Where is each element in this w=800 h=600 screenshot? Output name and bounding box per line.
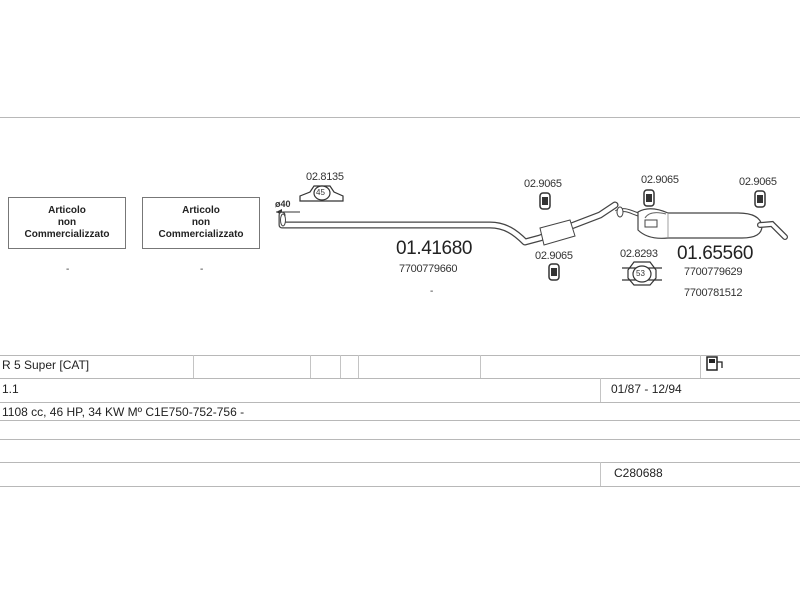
hanger-icon	[540, 193, 550, 209]
part-code: 02.9065	[524, 178, 562, 190]
part-code: 02.8293	[620, 248, 658, 260]
reference-code: C280688	[614, 466, 663, 480]
not-sold-line2: non	[57, 217, 77, 228]
engine-spec: 1108 cc, 46 HP, 34 KW Mº C1E750-752-756 -	[2, 405, 245, 419]
not-sold-dot-1: -	[66, 264, 70, 275]
diameter-label: ø40	[275, 199, 291, 209]
front-pipe-dot: -	[430, 286, 434, 297]
part-code: 02.9065	[739, 176, 777, 188]
engine-size: 1.1	[2, 382, 19, 396]
production-dates: 01/87 - 12/94	[611, 382, 682, 396]
fuel-pump-icon	[707, 357, 722, 370]
vehicle-model: R 5 Super [CAT]	[2, 358, 90, 372]
hanger-icon	[644, 190, 654, 206]
not-sold-line1: Articolo	[48, 205, 86, 216]
rear-silencer-oem: 7700779629	[684, 266, 743, 278]
hanger-icon	[549, 264, 559, 280]
clamp-badge: 45	[316, 188, 325, 197]
rear-silencer-icon	[616, 207, 785, 238]
rear-silencer-code: 01.65560	[677, 243, 754, 264]
not-sold-dot-2: -	[200, 264, 204, 275]
part-code: 02.8135	[306, 171, 344, 183]
part-code: 02.9065	[641, 174, 679, 186]
not-sold-line3: Commercializzato	[158, 229, 244, 240]
not-sold-line3: Commercializzato	[24, 229, 110, 240]
hanger-icon	[755, 191, 765, 207]
front-pipe-code: 01.41680	[396, 238, 473, 259]
front-pipe-oem: 7700779660	[399, 263, 458, 275]
not-sold-line2: non	[191, 217, 211, 228]
clamp-badge: 53	[636, 269, 645, 278]
part-code: 02.9065	[535, 250, 573, 262]
not-sold-line1: Articolo	[182, 205, 220, 216]
rear-silencer-oem: 7700781512	[684, 287, 743, 299]
